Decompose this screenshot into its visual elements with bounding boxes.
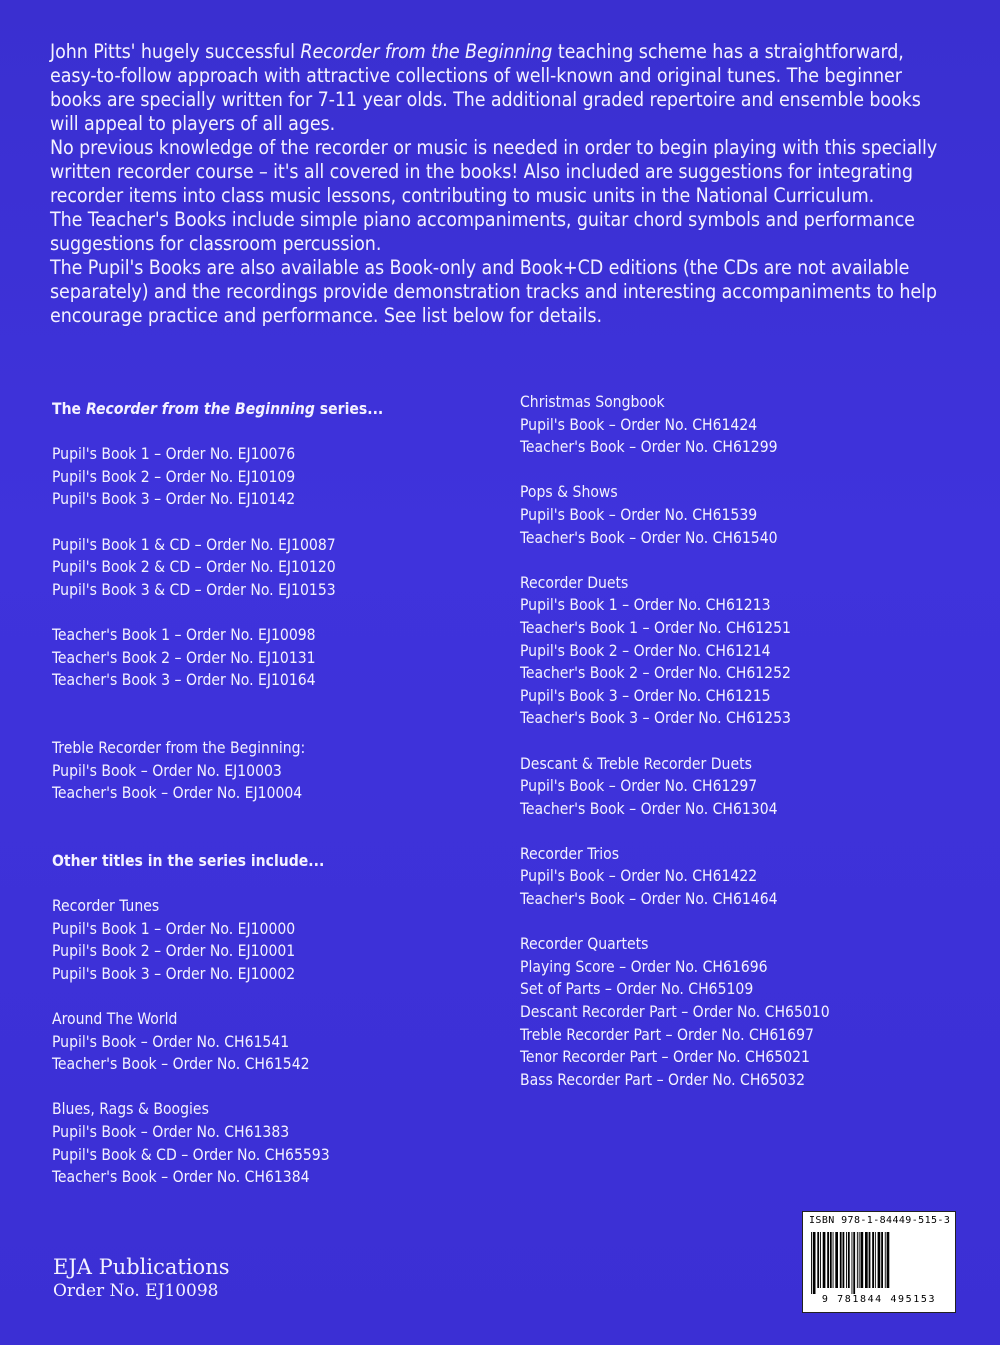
recorder-trios-list: [520, 843, 960, 911]
list-item: Teacher's Book 3 – Order No. EJ10164: [52, 671, 316, 690]
barcode-bar: [843, 1232, 845, 1288]
christmas-songbook-list: [520, 391, 960, 459]
list-item: Pupil's Book 3 – Order No. EJ10142: [52, 490, 296, 509]
series-heading: [52, 398, 472, 421]
barcode-bar: [881, 1232, 883, 1288]
barcode-bar: [813, 1232, 816, 1294]
recorder-tunes-list: [52, 895, 472, 985]
list-item: Blues, Rags & Boogies: [52, 1100, 209, 1119]
list-item: Pops & Shows: [520, 483, 618, 502]
other-titles-heading: Other titles in the series include...: [52, 851, 325, 870]
list-item: Teacher's Book 3 – Order No. CH61253: [520, 709, 791, 728]
list-item: Recorder Tunes: [52, 897, 160, 916]
list-item: Treble Recorder Part – Order No. CH61697: [520, 1025, 814, 1044]
list-item: Pupil's Book & CD – Order No. CH65593: [52, 1145, 330, 1164]
intro-p1-end: teaching scheme has a straightforward, easy-to-follow approach with attractive collections of well-known and original tunes. The beginner books are specially written for 7-11 year olds. The additional graded repertoire and ensemble books will appeal to players of all ages.: [50, 40, 921, 135]
pupil-cd-books-list: [52, 534, 472, 602]
barcode-bar: [853, 1232, 855, 1294]
list-item: Christmas Songbook: [520, 393, 665, 411]
list-item: Descant Recorder Part – Order No. CH65010: [520, 1003, 830, 1022]
barcode-bar: [887, 1232, 890, 1288]
list-item: Set of Parts – Order No. CH65109: [520, 980, 754, 999]
barcode-bar: [846, 1232, 847, 1288]
intro-paragraph-1: [50, 40, 950, 136]
list-item: Pupil's Book 2 – Order No. EJ10109: [52, 467, 296, 486]
list-item: Pupil's Book – Order No. CH61539: [520, 505, 758, 524]
list-item: Playing Score – Order No. CH61696: [520, 957, 768, 976]
barcode-bar: [848, 1232, 850, 1288]
series-heading-end: series...: [314, 400, 384, 418]
barcode-bar: [820, 1232, 821, 1288]
barcode-bar: [869, 1232, 871, 1288]
barcode-bar: [840, 1232, 842, 1288]
intro-paragraph-4: The Pupil's Books are also available as Book-only and Book+CD editions (the CDs are not available separately) and the recordings provide demonstration tracks and interesting accompaniments to help encourage practice and performance. See list below for details.: [50, 256, 937, 327]
barcode-bar: [833, 1232, 834, 1288]
list-item: Descant & Treble Recorder Duets: [520, 754, 752, 773]
series-heading-start: The: [52, 400, 86, 418]
barcode-bar: [859, 1232, 860, 1288]
list-item: Pupil's Book – Order No. CH61422: [520, 867, 758, 886]
barcode-bar: [852, 1232, 853, 1294]
barcode-bar: [885, 1232, 886, 1288]
blues-rags-boogies-list: [52, 1098, 472, 1188]
list-item: Pupil's Book 1 – Order No. EJ10076: [52, 445, 296, 464]
barcode-bar: [823, 1232, 826, 1288]
list-item: Pupil's Book 1 – Order No. CH61213: [520, 596, 771, 615]
list-item: Tenor Recorder Part – Order No. CH65021: [520, 1048, 810, 1067]
list-item: Teacher's Book – Order No. CH61542: [52, 1055, 310, 1074]
list-item: Pupil's Book 1 – Order No. EJ10000: [52, 919, 296, 938]
list-item: Pupil's Book 2 & CD – Order No. EJ10120: [52, 558, 336, 577]
right-column: [520, 391, 960, 1091]
isbn-number: ISBN 978-1-84449-515-3: [809, 1215, 951, 1226]
list-item: Teacher's Book – Order No. CH61464: [520, 890, 778, 909]
list-item: Pupil's Book – Order No. CH61383: [52, 1123, 290, 1141]
list-item: Recorder Duets: [520, 573, 629, 592]
isbn-barcode: [802, 1211, 956, 1313]
intro-text: [50, 40, 950, 328]
list-item: Pupil's Book 2 – Order No. EJ10001: [52, 942, 296, 961]
barcode-bar: [830, 1232, 832, 1288]
barcode-bar: [875, 1232, 876, 1288]
barcode-bar: [811, 1232, 812, 1294]
publisher-order-number: Order No. EJ10098: [53, 1281, 219, 1301]
recorder-quartets-list: [520, 933, 960, 1091]
list-item: Teacher's Book 2 – Order No. CH61252: [520, 664, 791, 683]
intro-paragraph-2: No previous knowledge of the recorder or music is needed in order to begin playing with this specially written recorder course – it's all covered in the books! Also included are suggestions for integrating recorder items into class music lessons, contributing to music units in the National Curriculum.: [50, 136, 938, 207]
list-item: Pupil's Book – Order No. EJ10003: [52, 761, 282, 780]
treble-recorder-list: [52, 737, 472, 805]
list-item: Pupil's Book 3 – Order No. EJ10002: [52, 964, 296, 983]
list-item: Teacher's Book 1 – Order No. EJ10098: [52, 625, 316, 644]
barcode-bar: [878, 1232, 881, 1288]
intro-p1-start: John Pitts' hugely successful: [50, 40, 301, 63]
barcode-bar: [861, 1232, 864, 1288]
list-item: Recorder Quartets: [520, 935, 649, 954]
barcode-digits: 9 781844 495153: [821, 1294, 937, 1305]
barcode-icon: [809, 1232, 949, 1294]
list-item: Around The World: [52, 1010, 178, 1029]
barcode-bar: [872, 1232, 874, 1288]
barcode-bar: [865, 1232, 868, 1288]
list-item: Teacher's Book – Order No. CH61384: [52, 1168, 310, 1187]
intro-paragraph-3: The Teacher's Books include simple piano accompaniments, guitar chord symbols and performance suggestions for classroom percussion.: [50, 208, 915, 255]
list-item: Pupil's Book 1 & CD – Order No. EJ10087: [52, 535, 336, 554]
barcode-bar: [835, 1232, 838, 1288]
list-item: Teacher's Book 1 – Order No. CH61251: [520, 618, 791, 637]
intro-p1-title: Recorder from the Beginning: [300, 40, 553, 63]
pops-shows-list: [520, 481, 960, 549]
publisher-name: EJA Publications: [53, 1255, 230, 1279]
descant-treble-duets-list: [520, 753, 960, 821]
around-the-world-list: [52, 1008, 472, 1076]
list-item: Teacher's Book – Order No. CH61299: [520, 438, 778, 457]
left-column: [52, 398, 472, 1189]
list-item: Pupil's Book – Order No. CH61297: [520, 777, 758, 796]
barcode-bar: [827, 1232, 829, 1288]
recorder-duets-list: [520, 572, 960, 730]
list-item: Recorder Trios: [520, 844, 620, 863]
list-item: Teacher's Book – Order No. EJ10004: [52, 784, 303, 803]
pupil-books-list: [52, 443, 472, 511]
list-item: Teacher's Book – Order No. CH61304: [520, 799, 778, 818]
list-item: Pupil's Book 3 & CD – Order No. EJ10153: [52, 580, 336, 599]
list-item: Pupil's Book 3 – Order No. CH61215: [520, 686, 771, 705]
barcode-bar: [857, 1232, 858, 1288]
list-item: Teacher's Book 2 – Order No. EJ10131: [52, 648, 316, 667]
barcode-bar: [817, 1232, 819, 1288]
list-item: Teacher's Book – Order No. CH61540: [520, 528, 778, 547]
list-item: Pupil's Book 2 – Order No. CH61214: [520, 641, 771, 660]
list-item: Pupil's Book – Order No. CH61424: [520, 415, 758, 434]
series-heading-title: Recorder from the Beginning: [85, 400, 315, 418]
teacher-books-list: [52, 624, 472, 692]
list-item: Treble Recorder from the Beginning:: [52, 738, 306, 757]
list-item: Pupil's Book – Order No. CH61541: [52, 1032, 290, 1051]
list-item: Bass Recorder Part – Order No. CH65032: [520, 1070, 806, 1089]
